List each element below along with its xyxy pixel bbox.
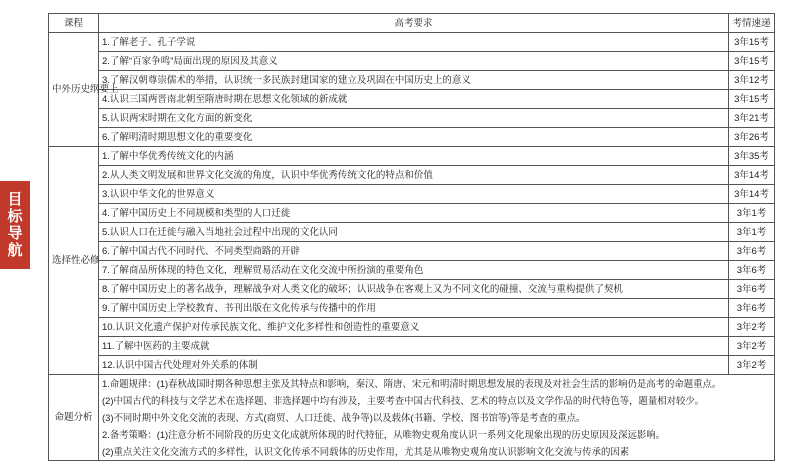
requirement-cell: 2.了解“百家争鸣”局面出现的原因及其意义 <box>99 52 729 71</box>
requirement-cell: 3.了解汉朝尊崇儒术的举措，认识统一多民族封建国家的建立及巩固在中国历史上的意义 <box>99 71 729 90</box>
analysis-line: 1.命题规律：(1)春秋战国时期各种思想主张及其特点和影响，秦汉、隋唐、宋元和明清时期思想发展的表现及对社会生活的影响仍是高考的命题重点。 <box>102 378 722 389</box>
requirement-cell: 12.认识中国古代处理对外关系的体制 <box>99 356 729 375</box>
requirement-cell: 1.了解老子、孔子学说 <box>99 33 729 52</box>
header-course: 课程 <box>49 14 99 33</box>
table-row <box>49 71 775 90</box>
table-row <box>49 185 775 204</box>
frequency-cell: 3年2考 <box>729 356 775 375</box>
analysis-row <box>49 375 775 461</box>
side-tab-char: 导 <box>7 225 23 242</box>
frequency-cell: 3年6考 <box>729 261 775 280</box>
side-tab-char: 标 <box>7 208 23 225</box>
requirement-cell: 3.认识中华文化的世界意义 <box>99 185 729 204</box>
table-row <box>49 128 775 147</box>
header-frequency: 考情速递 <box>729 14 775 33</box>
course-cell: 中外历史纲要上 <box>49 33 99 147</box>
section-tab-goals[interactable] <box>0 181 30 269</box>
analysis-line: (2)重点关注文化交流方式的多样性，认识文化传承不同载体的历史作用，尤其是从唯物史观角度认识影响文化交流与传承的因素 <box>102 446 630 457</box>
analysis-line: (3)不同时期中外文化交流的表现、方式(商贸、人口迁徙、战争等)以及载体(书籍、学校、图书馆等)等是考查的重点。 <box>102 412 586 423</box>
course-cell: 选择性必修 <box>49 147 99 375</box>
table-row <box>49 318 775 337</box>
requirement-cell: 10.认识文化遗产保护对传承民族文化、维护文化多样性和创造性的重要意义 <box>99 318 729 337</box>
frequency-cell: 3年6考 <box>729 280 775 299</box>
frequency-cell: 3年15考 <box>729 33 775 52</box>
table-row <box>49 33 775 52</box>
requirement-cell: 5.认识人口在迁徙与融入当地社会过程中出现的文化认同 <box>99 223 729 242</box>
frequency-cell: 3年6考 <box>729 299 775 318</box>
table-header-row <box>49 14 775 33</box>
frequency-cell: 3年26考 <box>729 128 775 147</box>
table-row <box>49 261 775 280</box>
table-row <box>49 109 775 128</box>
requirement-cell: 9.了解中国历史上学校教育、书刊出版在文化传承与传播中的作用 <box>99 299 729 318</box>
frequency-cell: 3年14考 <box>729 185 775 204</box>
table-row <box>49 204 775 223</box>
frequency-cell: 3年21考 <box>729 109 775 128</box>
analysis-line: 2.备考策略：(1)注意分析不同阶段的历史文化成就所体现的时代特征，从唯物史观角度认识一系列文化现象出现的历史原因及深远影响。 <box>102 429 666 440</box>
frequency-cell: 3年6考 <box>729 242 775 261</box>
analysis-line: (2)中国古代的科技与文学艺术在选择题、非选择题中均有涉及，主要考查中国古代科技、艺术的特点以及文学作品的时代特色等，题量相对较少。 <box>102 395 705 406</box>
frequency-cell: 3年12考 <box>729 71 775 90</box>
table-row <box>49 223 775 242</box>
table-row <box>49 166 775 185</box>
table-row <box>49 242 775 261</box>
frequency-cell: 3年35考 <box>729 147 775 166</box>
table-row <box>49 337 775 356</box>
requirement-cell: 7.了解商品所体现的特色文化，理解贸易活动在文化交流中所扮演的重要角色 <box>99 261 729 280</box>
frequency-cell: 3年2考 <box>729 337 775 356</box>
requirement-cell: 8.了解中国历史上的著名战争，理解战争对人类文化的破坏；认识战争在客观上又为不同文化的碰撞、交流与重构提供了契机 <box>99 280 729 299</box>
table-row <box>49 90 775 109</box>
analysis-label: 命题分析 <box>49 375 99 461</box>
requirement-cell: 6.了解中国古代不同时代、不同类型商路的开辟 <box>99 242 729 261</box>
analysis-content <box>99 375 775 461</box>
requirement-cell: 1.了解中华优秀传统文化的内涵 <box>99 147 729 166</box>
requirement-cell: 2.从人类文明发展和世界文化交流的角度，认识中华优秀传统文化的特点和价值 <box>99 166 729 185</box>
frequency-cell: 3年15考 <box>729 52 775 71</box>
table-row <box>49 147 775 166</box>
requirement-cell: 4.认识三国两晋南北朝至隋唐时期在思想文化领域的新成就 <box>99 90 729 109</box>
table-row <box>49 280 775 299</box>
table-row <box>49 299 775 318</box>
requirement-cell: 5.认识两宋时期在文化方面的新变化 <box>99 109 729 128</box>
frequency-cell: 3年2考 <box>729 318 775 337</box>
table-row <box>49 356 775 375</box>
side-tab-char: 目 <box>7 191 23 208</box>
requirement-cell: 4.了解中国历史上不同规模和类型的人口迁徙 <box>99 204 729 223</box>
requirement-cell: 11.了解中医药的主要成就 <box>99 337 729 356</box>
exam-requirements-table <box>48 13 775 461</box>
header-requirements: 高考要求 <box>99 14 729 33</box>
frequency-cell: 3年14考 <box>729 166 775 185</box>
frequency-cell: 3年1考 <box>729 223 775 242</box>
side-tab-char: 航 <box>7 242 23 259</box>
frequency-cell: 3年1考 <box>729 204 775 223</box>
table-row <box>49 52 775 71</box>
frequency-cell: 3年15考 <box>729 90 775 109</box>
requirement-cell: 6.了解明清时期思想文化的重要变化 <box>99 128 729 147</box>
